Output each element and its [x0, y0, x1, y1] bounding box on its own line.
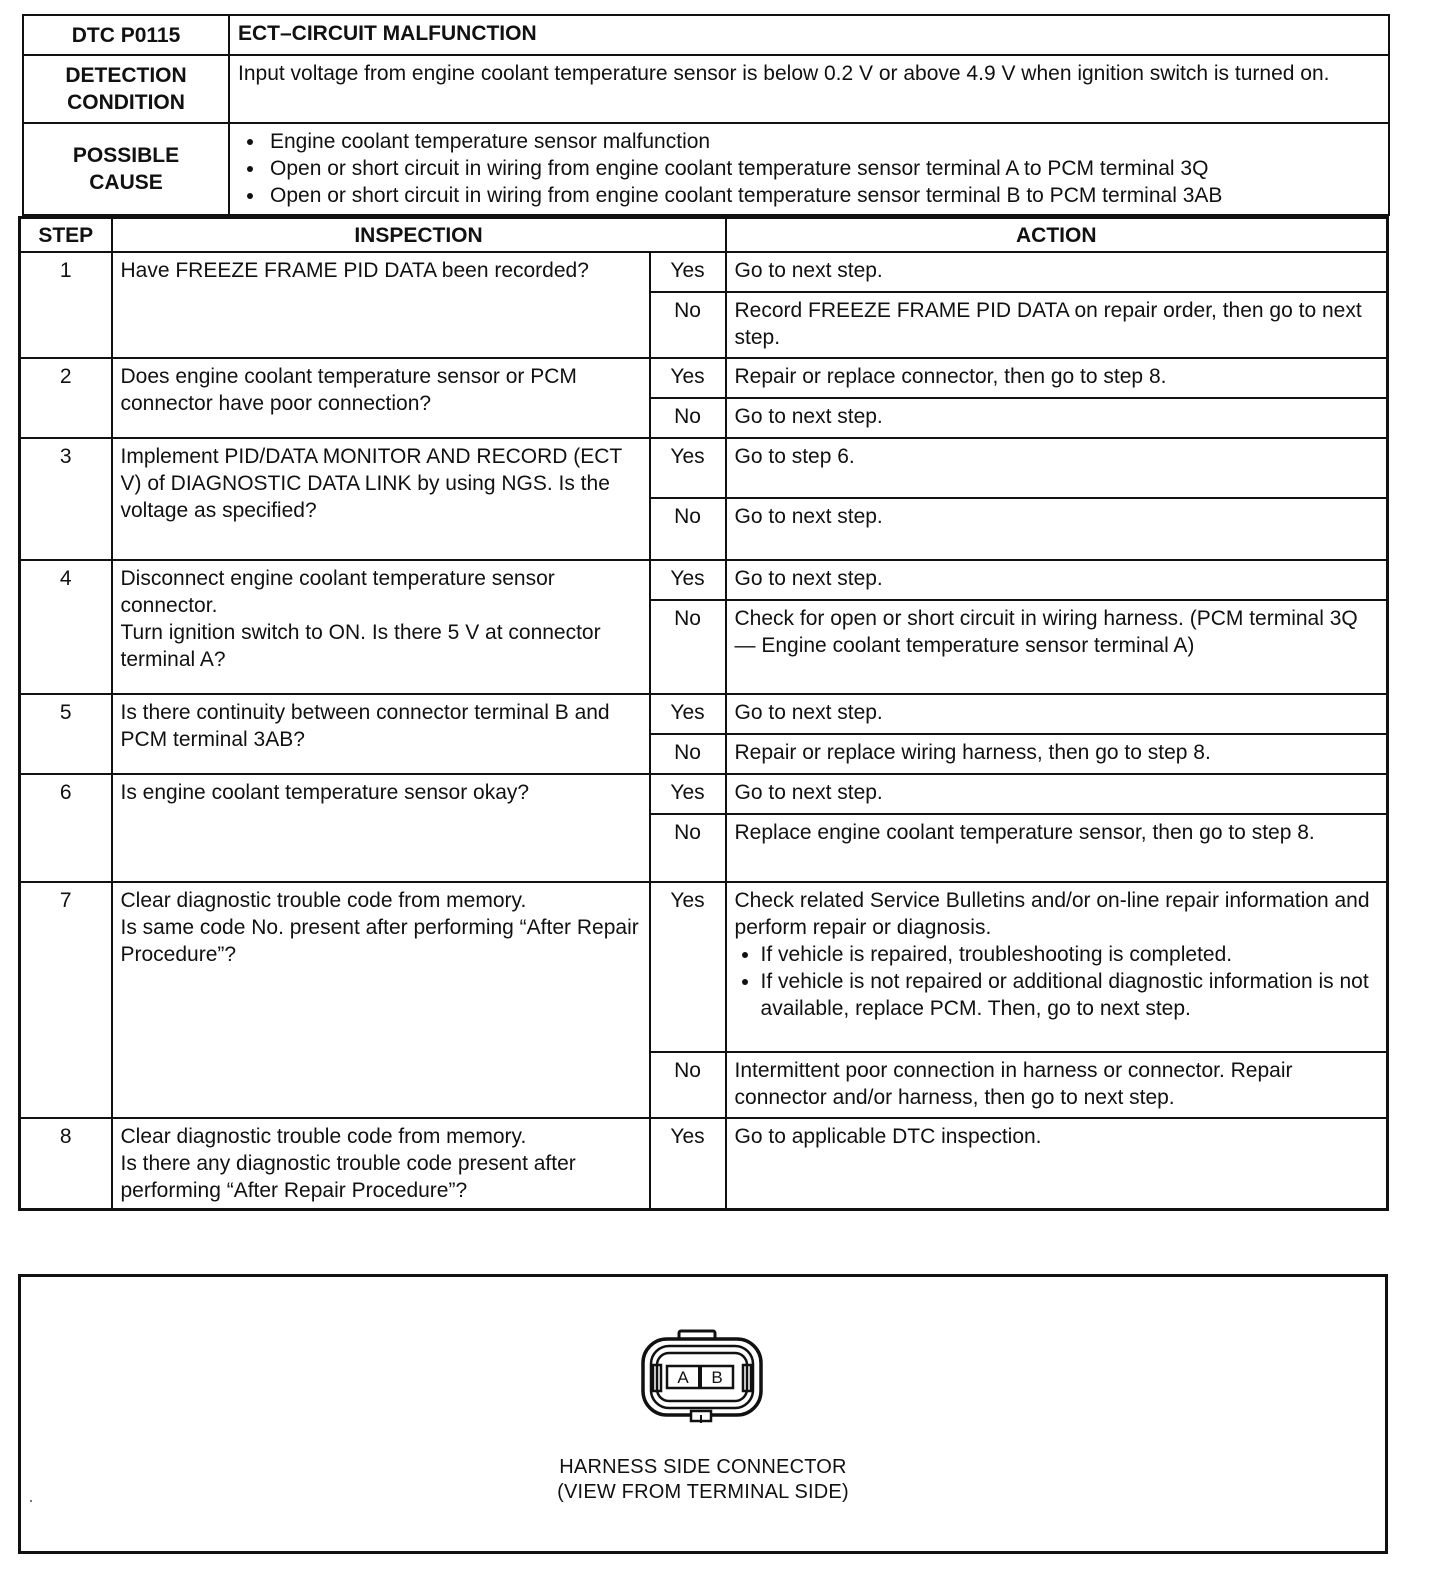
inspection-text: Is engine coolant temperature sensor okay?: [112, 774, 650, 882]
table-row: [20, 1118, 1388, 1210]
yes-label: Yes: [650, 252, 726, 292]
no-label: No: [650, 734, 726, 774]
action-text: [726, 882, 1388, 1052]
inspection-text: [112, 1118, 650, 1210]
table-row: [20, 560, 1388, 600]
no-label: No: [650, 600, 726, 694]
action-bullet: • If vehicle is not repaired or additional diagnostic information is not available, replace PCM. Then, go to next step.: [761, 968, 1379, 1022]
dtc-header-table: [22, 14, 1390, 216]
inspection-line-2: Is there any diagnostic trouble code present after performing “After Repair Procedure”?: [120, 1152, 576, 1202]
connector-figure: [18, 1274, 1388, 1554]
table-row: [20, 438, 1388, 498]
scan-speck: [30, 1500, 32, 1502]
column-header-step: STEP: [20, 218, 112, 253]
detection-label-line-1: DETECTION: [65, 64, 187, 87]
dtc-code: DTC P0115: [23, 15, 229, 55]
detection-label-line-2: CONDITION: [67, 91, 185, 114]
action-bullet: • If vehicle is repaired, troubleshooting is completed.: [761, 941, 1379, 968]
action-text: Go to step 6.: [726, 438, 1388, 498]
terminal-b-label: B: [711, 1368, 723, 1387]
inspection-text: Implement PID/DATA MONITOR AND RECORD (ECT V) of DIAGNOSTIC DATA LINK by using NGS. Is the voltage as specified?: [112, 438, 650, 560]
no-label: No: [650, 1052, 726, 1118]
inspection-text: Does engine coolant temperature sensor or PCM connector have poor connection?: [112, 358, 650, 438]
action-text: Go to next step.: [726, 252, 1388, 292]
action-text: Go to next step.: [726, 560, 1388, 600]
action-text: Go to next step.: [726, 498, 1388, 560]
inspection-line-2: Turn ignition switch to ON. Is there 5 V at connector terminal A?: [120, 621, 601, 671]
action-text: Go to next step.: [726, 694, 1388, 734]
action-text: Record FREEZE FRAME PID DATA on repair order, then go to next step.: [726, 292, 1388, 358]
yes-label: Yes: [650, 438, 726, 498]
harness-connector-icon: [639, 1329, 789, 1429]
step-number: 2: [20, 358, 112, 438]
table-row: [20, 774, 1388, 814]
table-row: [20, 358, 1388, 398]
step-number: 4: [20, 560, 112, 694]
cause-item: • Open or short circuit in wiring from engine coolant temperature sensor terminal A to PCM terminal 3Q: [266, 155, 1380, 182]
yes-label: Yes: [650, 774, 726, 814]
detection-condition-text: Input voltage from engine coolant temperature sensor is below 0.2 V or above 4.9 V when ignition switch is turned on.: [229, 55, 1389, 123]
cause-label-line-2: CAUSE: [89, 171, 163, 194]
yes-label: Yes: [650, 694, 726, 734]
troubleshooting-table: [18, 216, 1389, 1211]
inspection-text: [112, 560, 650, 694]
step-number: 5: [20, 694, 112, 774]
possible-cause-label: [23, 123, 229, 215]
action-text: Go to next step.: [726, 398, 1388, 438]
action-text: Go to next step.: [726, 774, 1388, 814]
action-text: Repair or replace wiring harness, then go to step 8.: [726, 734, 1388, 774]
figure-caption-title: HARNESS SIDE CONNECTOR: [559, 1456, 847, 1478]
cause-item: • Engine coolant temperature sensor malfunction: [266, 128, 1380, 155]
inspection-line-2: Is same code No. present after performing “After Repair Procedure”?: [120, 916, 639, 966]
dtc-title: ECT–CIRCUIT MALFUNCTION: [229, 15, 1389, 55]
yes-label: Yes: [650, 560, 726, 600]
detection-condition-label: [23, 55, 229, 123]
inspection-line-1: Clear diagnostic trouble code from memory.: [120, 1125, 527, 1148]
table-row: [20, 252, 1388, 292]
yes-label: Yes: [650, 358, 726, 398]
cause-item: • Open or short circuit in wiring from engine coolant temperature sensor terminal B to PCM terminal 3AB: [266, 182, 1380, 209]
no-label: No: [650, 814, 726, 882]
no-label: No: [650, 398, 726, 438]
yes-label: Yes: [650, 1118, 726, 1210]
action-text: Replace engine coolant temperature sensor, then go to step 8.: [726, 814, 1388, 882]
action-text: Go to applicable DTC inspection.: [726, 1118, 1388, 1210]
inspection-text: Is there continuity between connector terminal B and PCM terminal 3AB?: [112, 694, 650, 774]
cause-label-line-1: POSSIBLE: [72, 144, 180, 167]
no-label: No: [650, 292, 726, 358]
step-number: 7: [20, 882, 112, 1118]
inspection-line-1: Disconnect engine coolant temperature sensor connector.: [120, 567, 555, 617]
table-row: [20, 882, 1388, 1052]
action-text: Repair or replace connector, then go to step 8.: [726, 358, 1388, 398]
yes-label: Yes: [650, 882, 726, 1052]
inspection-text: Have FREEZE FRAME PID DATA been recorded?: [112, 252, 650, 358]
column-header-inspection: INSPECTION: [112, 218, 726, 253]
step-number: 3: [20, 438, 112, 560]
action-intro: Check related Service Bulletins and/or on-line repair information and perform repair or diagnosis.: [734, 889, 1370, 939]
inspection-line-1: Clear diagnostic trouble code from memory.: [120, 889, 527, 912]
column-header-action: ACTION: [726, 218, 1388, 253]
figure-caption-subtitle: (VIEW FROM TERMINAL SIDE): [557, 1481, 849, 1503]
terminal-a-label: A: [677, 1368, 689, 1387]
action-text: Check for open or short circuit in wiring harness. (PCM terminal 3Q — Engine coolant temperature sensor terminal A): [726, 600, 1388, 694]
possible-cause-list: [229, 123, 1389, 215]
table-row: [20, 694, 1388, 734]
step-number: 6: [20, 774, 112, 882]
step-number: 8: [20, 1118, 112, 1210]
action-text: Intermittent poor connection in harness or connector. Repair connector and/or harness, then go to next step.: [726, 1052, 1388, 1118]
no-label: No: [650, 498, 726, 560]
inspection-text: [112, 882, 650, 1118]
step-number: 1: [20, 252, 112, 358]
